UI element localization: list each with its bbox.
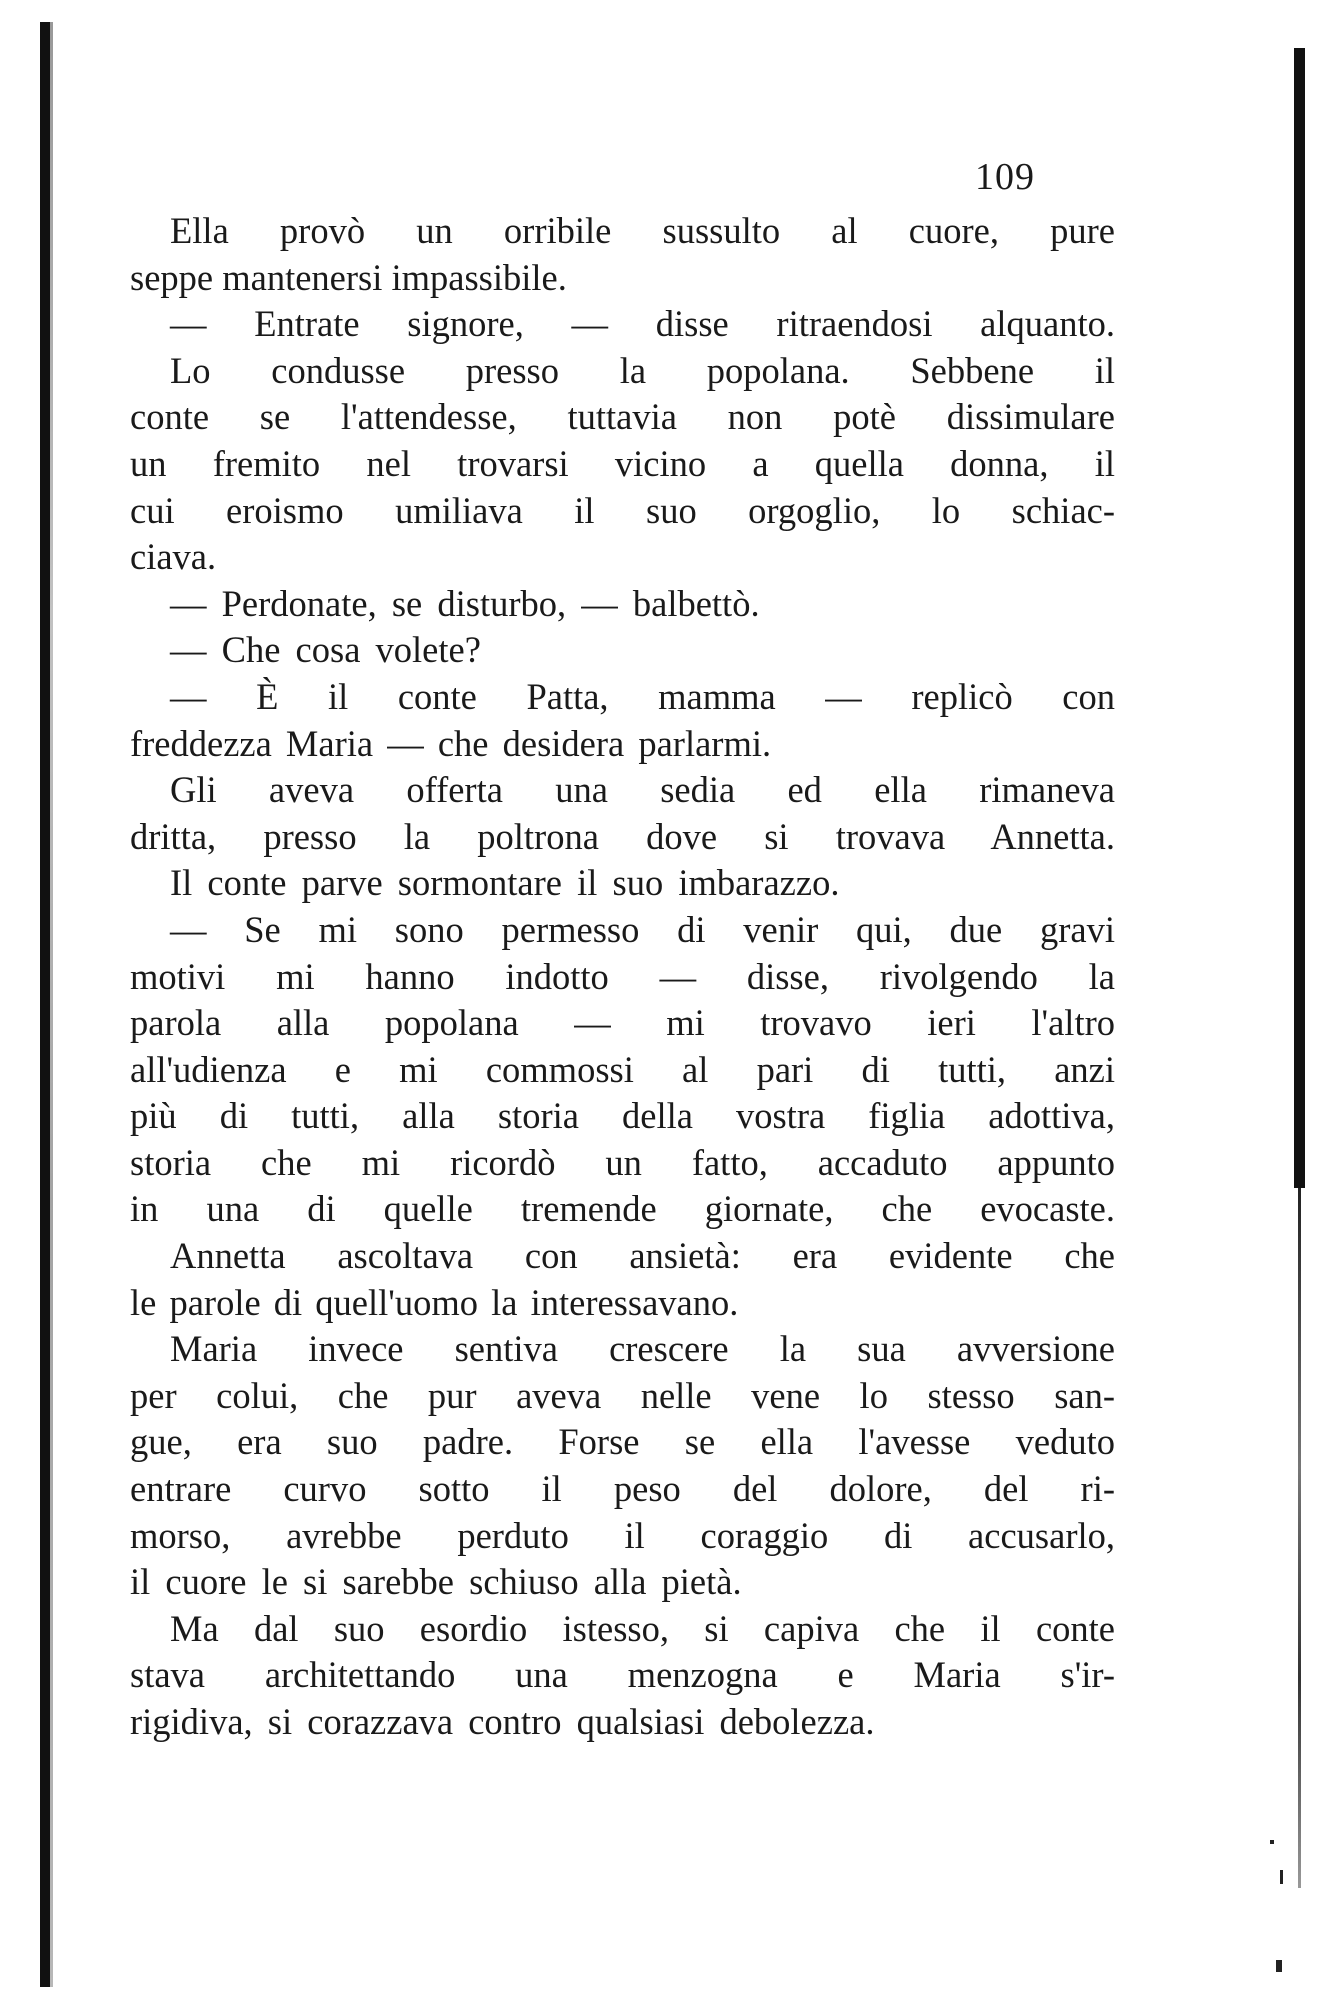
scan-edge-right xyxy=(1294,48,1305,1188)
text-line: un fremito nel trovarsi vicino a quella donna, il xyxy=(130,442,1115,484)
text-line: entrare curvo sotto il peso del dolore, del ri- xyxy=(130,1468,1115,1510)
scan-speck xyxy=(1276,1960,1282,1972)
text-line: ciava. xyxy=(130,536,217,578)
page-number: 109 xyxy=(975,156,1035,198)
scan-speck xyxy=(1270,1840,1274,1844)
text-line: Ma dal suo esordio istesso, si capiva che il conte xyxy=(170,1607,1115,1649)
text-line: in una di quelle tremende giornate, che evocaste. xyxy=(130,1188,1115,1230)
text-line: — È il conte Patta, mamma — replicò con xyxy=(170,675,1115,717)
scan-edge-left xyxy=(40,22,50,1987)
text-line: morso, avrebbe perduto il coraggio di accusarlo, xyxy=(130,1514,1115,1556)
text-line: seppe mantenersi impassibile. xyxy=(130,256,567,298)
text-line: Annetta ascoltava con ansietà: era evidente che xyxy=(170,1235,1115,1277)
scan-speck xyxy=(1280,1870,1283,1884)
scan-edge-right-thin xyxy=(1298,1188,1301,1888)
text-line: cui eroismo umiliava il suo orgoglio, lo schiac- xyxy=(130,489,1115,531)
text-line: motivi mi hanno indotto — disse, rivolgendo la xyxy=(130,955,1115,997)
text-line: Il conte parve sormontare il suo imbarazzo. xyxy=(170,862,840,904)
text-line: — Che cosa volete? xyxy=(170,629,481,671)
text-line: stava architettando una menzogna e Maria s'ir- xyxy=(130,1654,1115,1696)
text-line: all'udienza e mi commossi al pari di tutti, anzi xyxy=(130,1048,1115,1090)
text-line: le parole di quell'uomo la interessavano. xyxy=(130,1281,739,1323)
text-line: il cuore le si sarebbe schiuso alla pietà. xyxy=(130,1561,742,1603)
text-line: Gli aveva offerta una sedia ed ella rimaneva xyxy=(170,769,1115,811)
text-line: Lo condusse presso la popolana. Sebbene il xyxy=(170,349,1115,391)
text-line: Ella provò un orribile sussulto al cuore, pure xyxy=(170,210,1115,251)
text-line: più di tutti, alla storia della vostra figlia adottiva, xyxy=(130,1095,1115,1137)
text-line: gue, era suo padre. Forse se ella l'avesse veduto xyxy=(130,1421,1115,1463)
text-line: storia che mi ricordò un fatto, accaduto appunto xyxy=(130,1141,1115,1183)
text-line: — Entrate signore, — disse ritraendosi alquanto. xyxy=(170,303,1115,345)
text-line: freddezza Maria — che desidera parlarmi. xyxy=(130,722,772,764)
text-line: dritta, presso la poltrona dove si trovava Annetta. xyxy=(130,815,1115,857)
text-line: per colui, che pur aveva nelle vene lo stesso san- xyxy=(130,1374,1115,1416)
text-line: — Perdonate, se disturbo, — balbettò. xyxy=(170,582,760,624)
text-line: — Se mi sono permesso di venir qui, due gravi xyxy=(170,908,1115,950)
text-line: parola alla popolana — mi trovavo ieri l'altro xyxy=(130,1002,1115,1044)
text-line: conte se l'attendesse, tuttavia non potè dissimulare xyxy=(130,396,1115,438)
text-line: rigidiva, si corazzava contro qualsiasi debolezza. xyxy=(130,1701,875,1742)
body-text xyxy=(130,208,1115,1746)
text-line: Maria invece sentiva crescere la sua avversione xyxy=(170,1328,1115,1370)
